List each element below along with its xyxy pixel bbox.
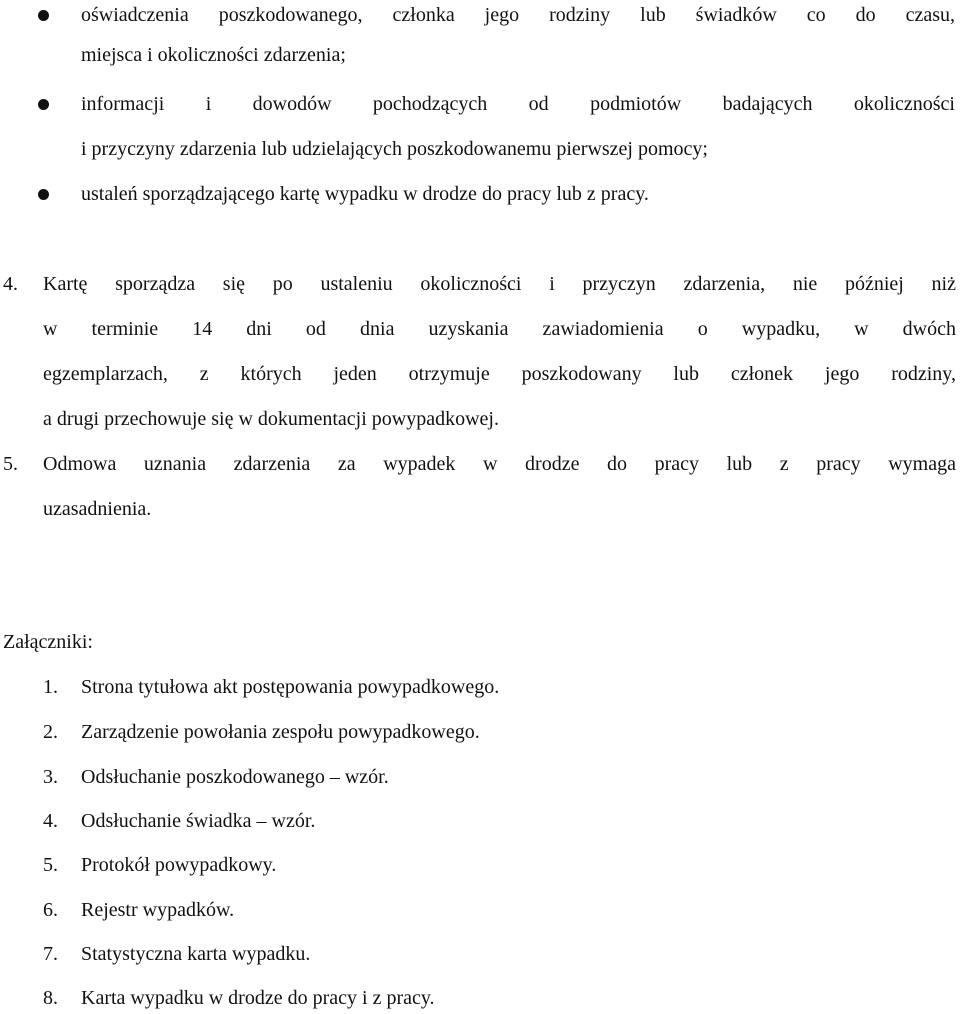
bullet-icon [38,10,49,21]
point-4-line: Kartę sporządza się po ustaleniu okoliczności i przyczyn zdarzenia, nie później niż [43,273,956,295]
bullet-text-line: ustaleń sporządzającego kartę wypadku w drodze do pracy lub z pracy. [81,183,649,205]
attachment-text: Rejestr wypadków. [81,899,235,921]
bullet-text-line: oświadczenia poszkodowanego, członka jego rodziny lub świadków co do czasu, [81,4,955,26]
attachment-text: Protokół powypadkowy. [81,854,277,876]
attachments-heading: Załączniki: [3,631,93,653]
attachment-number: 5. [43,854,58,876]
attachment-number: 3. [43,766,58,788]
point-5-line: uzasadnienia. [43,498,152,520]
point-4-line: egzemplarzach, z których jeden otrzymuje poszkodowany lub członek jego rodziny, [43,363,956,385]
bullet-text-line: informacji i dowodów pochodzących od podmiotów badających okoliczności [81,93,955,115]
attachment-number: 6. [43,899,58,921]
point-5-line: Odmowa uznania zdarzenia za wypadek w drodze do pracy lub z pracy wymaga [43,453,956,475]
point-number: 5. [3,453,18,475]
attachment-text: Karta wypadku w drodze do pracy i z pracy. [81,987,435,1009]
attachment-number: 7. [43,943,58,965]
point-4-line: w terminie 14 dni od dnia uzyskania zawiadomienia o wypadku, w dwóch [43,318,956,340]
bullet-text-line: i przyczyny zdarzenia lub udzielających poszkodowanemu pierwszej pomocy; [81,138,708,160]
point-number: 4. [3,273,18,295]
attachment-number: 4. [43,810,58,832]
attachment-text: Odsłuchanie świadka – wzór. [81,810,316,832]
attachment-text: Strona tytułowa akt postępowania powypadkowego. [81,676,500,698]
attachment-text: Statystyczna karta wypadku. [81,943,311,965]
point-4-line: a drugi przechowuje się w dokumentacji powypadkowej. [43,408,499,430]
attachment-text: Odsłuchanie poszkodowanego – wzór. [81,766,389,788]
bullet-text-line: miejsca i okoliczności zdarzenia; [81,44,346,66]
attachment-number: 1. [43,676,58,698]
bullet-icon [38,189,49,200]
attachment-number: 8. [43,987,58,1009]
attachment-text: Zarządzenie powołania zespołu powypadkowego. [81,721,480,743]
attachment-number: 2. [43,721,58,743]
bullet-icon [38,99,49,110]
